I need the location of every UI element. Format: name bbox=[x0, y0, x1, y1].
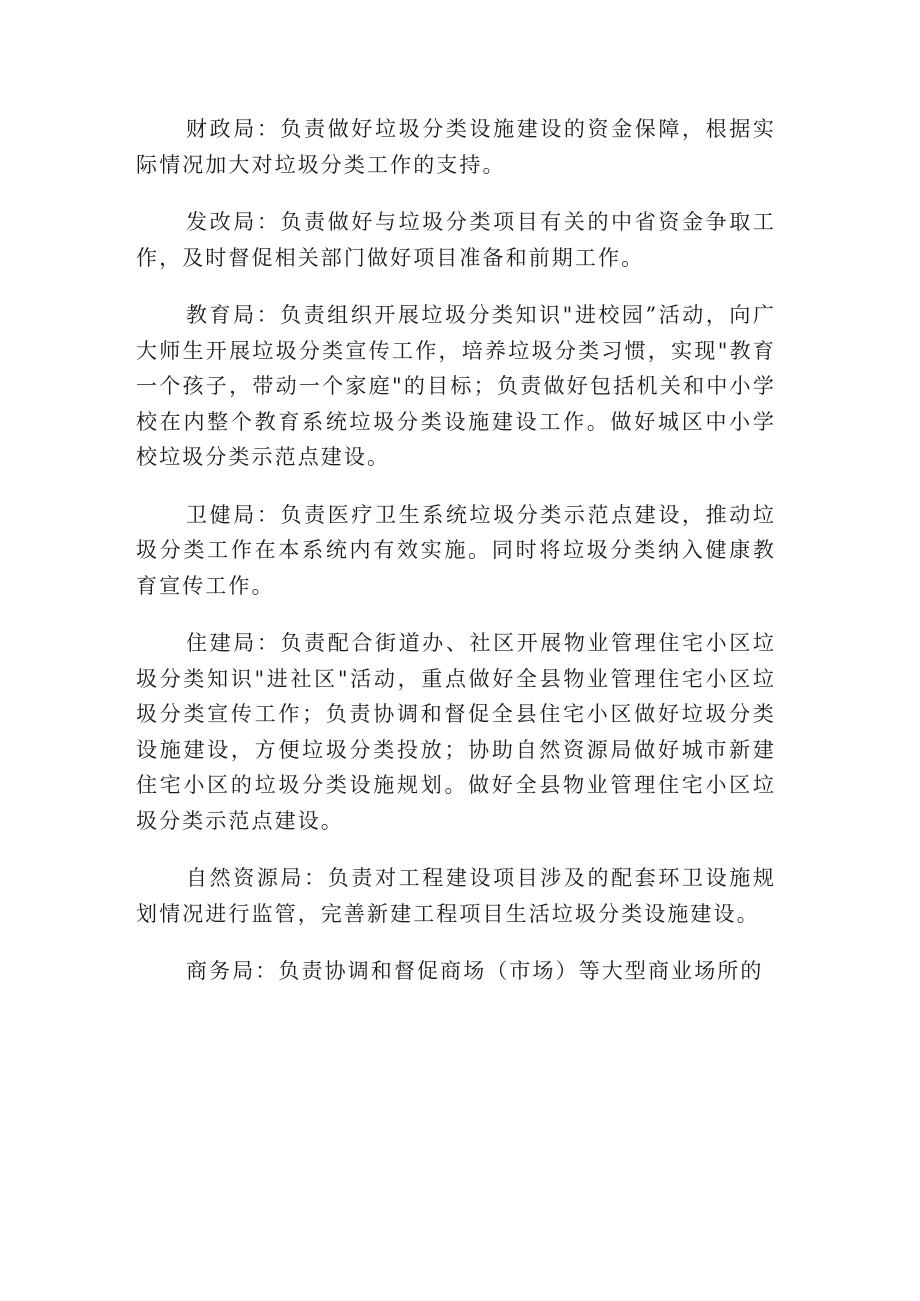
paragraph-finance-bureau: 财政局：负责做好垃圾分类设施建设的资金保障，根据实际情况加大对垃圾分类工作的支持。 bbox=[136, 117, 776, 177]
paragraph-health-bureau: 卫健局：负责医疗卫生系统垃圾分类示范点建设，推动垃圾分类工作在本系统内有效实施。同时将垃圾分类纳入健康教育宣传工作。 bbox=[136, 502, 776, 598]
paragraph-natural-resources-bureau: 自然资源局：负责对工程建设项目涉及的配套环卫设施规划情况进行监管，完善新建工程项目生活垃圾分类设施建设。 bbox=[136, 866, 776, 926]
paragraph-education-bureau: 教育局：负责组织开展垃圾分类知识"进校园”活动，向广大师生开展垃圾分类宣传工作，培养垃圾分类习惯，实现"教育一个孩子，带动一个家庭"的目标；负责做好包括机关和中小学校在内整个教育系统垃圾分类设施建设工作。做好城区中小学校垃圾分类示范点建设。 bbox=[136, 303, 776, 469]
paragraph-commerce-bureau: 商务局：负责协调和督促商场（市场）等大型商业场所的 bbox=[186, 959, 764, 983]
paragraph-development-reform-bureau: 发改局：负责做好与垃圾分类项目有关的中省资金争取工作，及时督促相关部门做好项目准备和前期工作。 bbox=[136, 210, 776, 270]
paragraph-housing-construction-bureau: 住建局：负责配合街道办、社区开展物业管理住宅小区垃圾分类知识"进社区"活动，重点做好全县物业管理住宅小区垃圾分类宣传工作；负责协调和督促全县住宅小区做好垃圾分类设施建设，方便垃圾分类投放；协助自然资源局做好城市新建住宅小区的垃圾分类设施规划。做好全县物业管理住宅小区垃圾分类示范点建设。 bbox=[136, 631, 776, 833]
document-body bbox=[136, 112, 776, 1012]
